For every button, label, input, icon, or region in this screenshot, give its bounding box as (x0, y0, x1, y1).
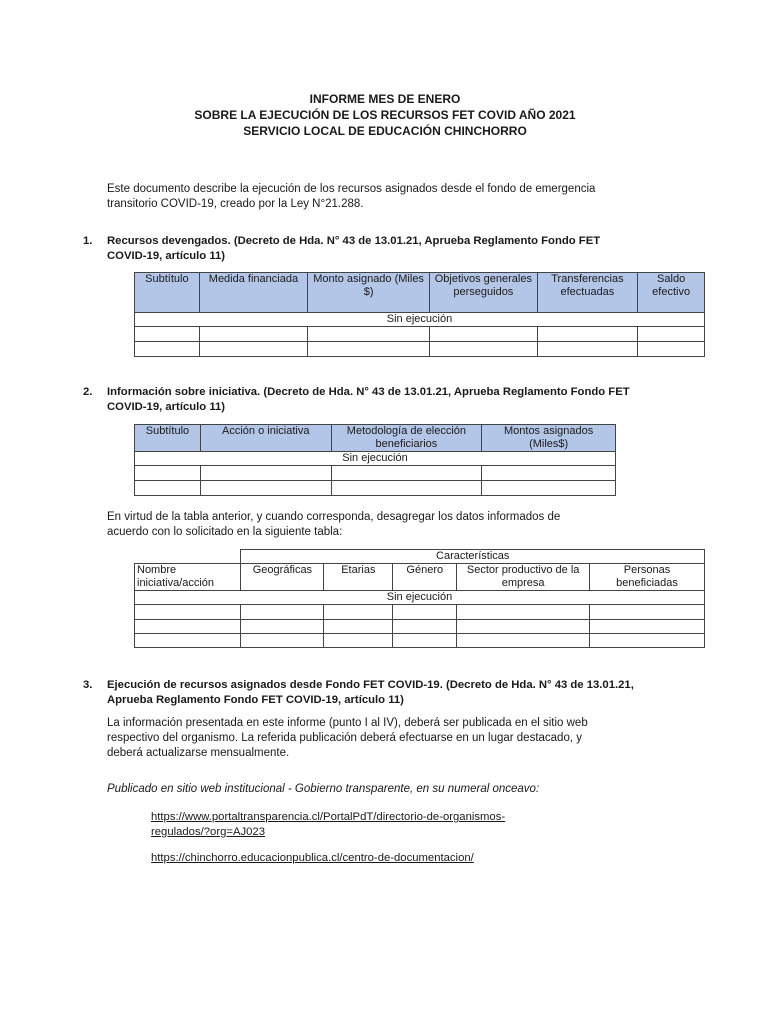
chinchorro-documentation-link[interactable]: https://chinchorro.educacionpublica.cl/centro-de-documentacion/ (151, 852, 474, 864)
section-1-heading (83, 234, 723, 266)
section-3-line-1: Ejecución de recursos asignados desde Fondo FET COVID-19. (Decreto de Hda. N° 43 de 13.01.21, (107, 679, 634, 691)
header-cell: Metodología de elección beneficiarios (331, 425, 482, 452)
link-1-line-2[interactable]: regulados/?org=AJ023 (151, 826, 265, 838)
table-header-row (135, 564, 705, 591)
publication-paragraph (107, 716, 727, 761)
published-note: Publicado en sitio web institucional - Gobierno transparente, en su numeral onceavo: (107, 783, 540, 795)
link-1-line-1[interactable]: https://www.portaltransparencia.cl/PortalPdT/directorio-de-organismos- (151, 811, 506, 823)
header-cell: Geográficas (241, 564, 324, 591)
no-execution-cell: Sin ejecución (135, 591, 705, 605)
header-cell: Acción o iniciativa (200, 425, 331, 452)
table-header-row (135, 425, 616, 452)
header-cell: Nombre iniciativa/acción (135, 564, 241, 591)
intro-paragraph (107, 182, 727, 212)
section-3-line-2: Aprueba Reglamento Fondo FET COVID-19, artículo 11) (107, 694, 404, 706)
table-header-row (135, 550, 705, 564)
section-1-line-1: Recursos devengados. (Decreto de Hda. N° 43 de 13.01.21, Aprueba Reglamento Fondo FET (107, 235, 601, 247)
characteristics-table (134, 549, 705, 648)
no-execution-cell: Sin ejecución (135, 313, 705, 327)
table-row (135, 327, 705, 342)
characteristics-group-header: Características (241, 550, 705, 564)
table-row (135, 634, 705, 648)
disaggregate-note (107, 510, 727, 540)
note-line-2: acuerdo con lo solicitado en la siguiente tabla: (107, 526, 343, 538)
header-cell: Saldo efectivo (638, 273, 705, 313)
section-2-line-1: Información sobre iniciativa. (Decreto de Hda. N° 43 de 13.01.21, Aprueba Reglamento Fondo FET (107, 386, 630, 398)
section-2-line-2: COVID-19, artículo 11) (107, 401, 226, 413)
section-1-line-2: COVID-19, artículo 11) (107, 250, 226, 262)
publication-line-1: La información presentada en este informe (punto I al IV), deberá ser publicada en el sitio web (107, 717, 588, 729)
header-cell: Subtítulo (135, 425, 201, 452)
header-cell: Montos asignados (Miles$) (482, 425, 616, 452)
section-3-number: 3. (83, 679, 93, 691)
header-cell: Personas beneficiadas (590, 564, 705, 591)
initiative-table (134, 424, 616, 496)
resources-table (134, 272, 705, 357)
note-line-1: En virtud de la tabla anterior, y cuando corresponda, desagregar los datos informados de (107, 511, 561, 523)
table-row (135, 452, 616, 466)
header-cell: Etarias (324, 564, 393, 591)
table-row (135, 466, 616, 481)
portal-transparencia-link[interactable] (151, 810, 711, 840)
section-3-heading (83, 678, 723, 710)
header-cell: Transferencias efectuadas (537, 273, 638, 313)
table-row (135, 313, 705, 327)
header-cell: Género (393, 564, 457, 591)
table-row (135, 591, 705, 605)
title-line-3: SERVICIO LOCAL DE EDUCACIÓN CHINCHORRO (243, 124, 527, 138)
intro-line-1: Este documento describe la ejecución de los recursos asignados desde el fondo de emergencia (107, 183, 596, 195)
publication-line-3: deberá actualizarse mensualmente. (107, 747, 290, 759)
table-header-row (135, 273, 705, 313)
table-row (135, 481, 616, 496)
section-2-heading (83, 385, 723, 417)
table-row (135, 605, 705, 620)
publication-line-2: respectivo del organismo. La referida publicación deberá efectuarse en un lugar destacado, y (107, 732, 582, 744)
header-cell: Sector productivo de la empresa (457, 564, 590, 591)
header-cell: Medida financiada (199, 273, 307, 313)
header-cell: Subtítulo (135, 273, 200, 313)
table-row (135, 342, 705, 357)
no-execution-cell: Sin ejecución (135, 452, 616, 466)
title-line-1: INFORME MES DE ENERO (309, 92, 461, 106)
document-title (0, 91, 770, 139)
table-row (135, 620, 705, 634)
header-cell: Objetivos generales perseguidos (430, 273, 537, 313)
section-1-number: 1. (83, 235, 93, 247)
title-line-2: SOBRE LA EJECUCIÓN DE LOS RECURSOS FET COVID AÑO 2021 (194, 108, 576, 122)
intro-line-2: transitorio COVID-19, creado por la Ley N°21.288. (107, 198, 364, 210)
header-cell: Monto asignado (Miles $) (308, 273, 430, 313)
section-2-number: 2. (83, 386, 93, 398)
